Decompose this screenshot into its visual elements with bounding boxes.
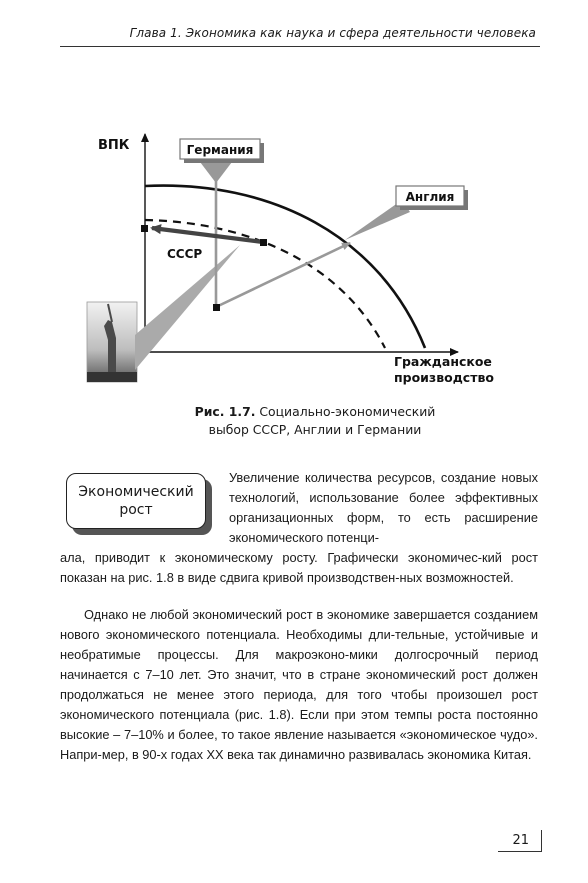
figure-1-7 — [0, 0, 588, 400]
paragraph-2 — [60, 605, 538, 765]
page-number: 21 — [498, 830, 542, 852]
germany-label: Германия — [186, 143, 254, 157]
term-box — [66, 473, 206, 529]
caption-text-line2: выбор СССР, Англии и Германии — [208, 422, 422, 437]
ppf-outer-curve — [145, 186, 425, 348]
term-box-face — [66, 473, 206, 529]
paragraph-2-text: Однако не любой экономический рост в экономике завершается созданием нового экономического потенциала. Необходимы дли-тельные, устойчивые и необратимые процессы. Для макроэконо-мики долгосрочный период начинается с 7–10 лет. Это значит, что в стране экономический рост должен продолжаться не менее этого периода, для того чтобы произошел рост экономического потенциала (рис. 1.8). Если при этом темпы роста постоянно высокие – 7–10% и более, то такое явление называется «экономическое чудо». Напри-мер, в 90-х годах XX века так динамично развивалась экономика Китая. — [60, 607, 538, 762]
paragraph-1-start: Увеличение количества ресурсов, создание новых технологий, использование более эффективных организационных форм, то есть расширение экономического потенци- — [229, 470, 538, 545]
ussr-label: СССР — [167, 247, 203, 261]
paragraph-1-end: ала, приводит к экономическому росту. Графически экономичес-кий рост показан на рис. 1.8 в виде сдвига кривой производствен-ных возможностей. — [60, 550, 538, 585]
y-axis-label: ВПК — [98, 138, 130, 153]
ussr-start-point — [260, 239, 267, 246]
figure-caption — [150, 403, 480, 439]
ussr-callout-wedge — [135, 245, 240, 370]
caption-number: Рис. 1.7. — [194, 404, 256, 419]
statue-photo — [87, 302, 137, 382]
x-axis-label-line2: производство — [394, 370, 494, 385]
caption-text-line1: Социально-экономический — [255, 404, 436, 419]
ppf-diagram — [0, 0, 588, 400]
england-arrow — [216, 243, 350, 307]
ussr-end-point — [141, 225, 148, 232]
origin-point — [213, 304, 220, 311]
term-line2: рост — [119, 502, 153, 518]
term-line1: Экономический — [78, 484, 194, 500]
chapter-title: Глава 1. Экономика как наука и сфера деятельности человека — [129, 26, 536, 40]
x-axis-label-line1: Гражданское — [394, 354, 492, 369]
england-label: Англия — [405, 190, 455, 204]
